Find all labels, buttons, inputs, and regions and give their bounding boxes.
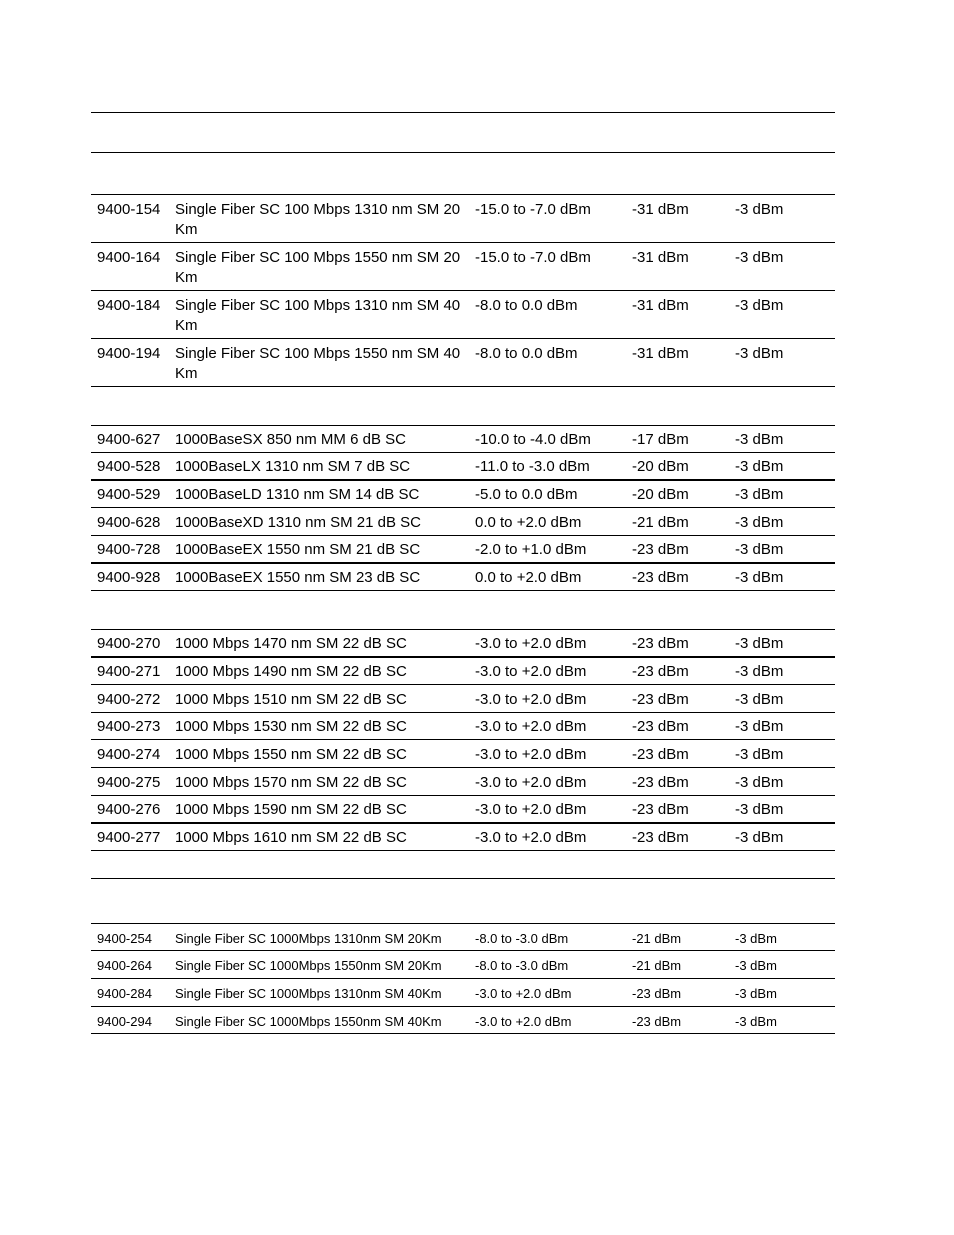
row-divider (91, 1006, 835, 1007)
rx-sensitivity: -31 dBm (632, 345, 689, 362)
description: Single Fiber SC 1000Mbps 1310nm SM 40Km (175, 986, 442, 1001)
rx-sensitivity: -21 dBm (632, 931, 682, 946)
description: 1000BaseEX 1550 nm SM 21 dB SC (175, 541, 421, 558)
rx-max: -3 dBm (735, 746, 784, 763)
header-rule (91, 152, 835, 153)
row-divider (91, 767, 835, 768)
part-number: 9400-264 (97, 958, 152, 973)
part-number: 9400-627 (97, 431, 161, 448)
part-number: 9400-270 (97, 635, 161, 652)
description: 1000BaseSX 850 nm MM 6 dB SC (175, 431, 406, 448)
row-divider (91, 590, 835, 591)
description: 1000 Mbps 1470 nm SM 22 dB SC (175, 635, 407, 652)
row-divider (91, 242, 835, 243)
rx-max: -3 dBm (735, 801, 784, 818)
spec-table (91, 0, 835, 1235)
rx-max: -3 dBm (735, 829, 784, 846)
rx-sensitivity: -23 dBm (632, 986, 682, 1001)
part-number: 9400-274 (97, 746, 161, 763)
part-number: 9400-277 (97, 829, 161, 846)
tx-power: -15.0 to -7.0 dBm (475, 249, 591, 266)
rx-sensitivity: -21 dBm (632, 514, 689, 531)
description: Single Fiber SC 1000Mbps 1550nm SM 20Km (175, 958, 442, 973)
tx-power: -11.0 to -3.0 dBm (475, 458, 590, 475)
rx-max: -3 dBm (735, 663, 784, 680)
tx-power: -15.0 to -7.0 dBm (475, 201, 591, 218)
rx-max: -3 dBm (735, 774, 784, 791)
row-divider (91, 290, 835, 291)
description: 1000 Mbps 1530 nm SM 22 dB SC (175, 718, 407, 735)
description: Single Fiber SC 100 Mbps 1550 nm SM 20 Km (175, 249, 461, 286)
description: 1000BaseEX 1550 nm SM 23 dB SC (175, 569, 421, 586)
rx-sensitivity: -31 dBm (632, 297, 689, 314)
section-rule (91, 923, 835, 924)
rx-sensitivity: -23 dBm (632, 829, 689, 846)
part-number: 9400-194 (97, 345, 161, 362)
tx-power: -5.0 to 0.0 dBm (475, 486, 578, 503)
row-divider (91, 507, 835, 508)
tx-power: -3.0 to +2.0 dBm (475, 801, 587, 818)
row-divider (91, 712, 835, 713)
part-number: 9400-273 (97, 718, 161, 735)
part-number: 9400-928 (97, 569, 161, 586)
row-divider (91, 850, 835, 851)
row-divider (91, 822, 835, 824)
row-divider (91, 978, 835, 979)
rx-max: -3 dBm (735, 249, 784, 266)
section-rule (91, 629, 835, 630)
rx-max: -3 dBm (735, 986, 777, 1001)
section-rule (91, 878, 835, 879)
row-divider (91, 452, 835, 453)
tx-power: -3.0 to +2.0 dBm (475, 1014, 572, 1029)
rx-sensitivity: -23 dBm (632, 1014, 682, 1029)
row-divider (91, 479, 835, 481)
tx-power: -3.0 to +2.0 dBm (475, 691, 587, 708)
rx-max: -3 dBm (735, 718, 784, 735)
tx-power: -3.0 to +2.0 dBm (475, 746, 587, 763)
rx-sensitivity: -23 dBm (632, 718, 689, 735)
row-divider (91, 338, 835, 339)
tx-power: -8.0 to -3.0 dBm (475, 958, 569, 973)
description: 1000 Mbps 1570 nm SM 22 dB SC (175, 774, 407, 791)
description: Single Fiber SC 1000Mbps 1550nm SM 40Km (175, 1014, 442, 1029)
rx-max: -3 dBm (735, 431, 784, 448)
rx-max: -3 dBm (735, 458, 784, 475)
part-number: 9400-271 (97, 663, 161, 680)
description: 1000BaseLD 1310 nm SM 14 dB SC (175, 486, 420, 503)
description: Single Fiber SC 1000Mbps 1310nm SM 20Km (175, 931, 442, 946)
description: 1000BaseLX 1310 nm SM 7 dB SC (175, 458, 411, 475)
rx-sensitivity: -23 dBm (632, 541, 689, 558)
part-number: 9400-164 (97, 249, 161, 266)
tx-power: 0.0 to +2.0 dBm (475, 514, 582, 531)
description: Single Fiber SC 100 Mbps 1550 nm SM 40 Km (175, 345, 461, 382)
description: 1000 Mbps 1590 nm SM 22 dB SC (175, 801, 407, 818)
row-divider (91, 535, 835, 536)
description: 1000 Mbps 1490 nm SM 22 dB SC (175, 663, 407, 680)
description: Single Fiber SC 100 Mbps 1310 nm SM 20 Km (175, 201, 461, 238)
description: 1000BaseXD 1310 nm SM 21 dB SC (175, 514, 421, 531)
rx-max: -3 dBm (735, 201, 784, 218)
row-divider (91, 739, 835, 740)
rx-max: -3 dBm (735, 635, 784, 652)
rx-max: -3 dBm (735, 514, 784, 531)
tx-power: -3.0 to +2.0 dBm (475, 829, 587, 846)
rx-sensitivity: -23 dBm (632, 774, 689, 791)
section-rule (91, 194, 835, 195)
rx-max: -3 dBm (735, 541, 784, 558)
part-number: 9400-529 (97, 486, 161, 503)
part-number: 9400-184 (97, 297, 161, 314)
description: Single Fiber SC 100 Mbps 1310 nm SM 40 Km (175, 297, 461, 334)
rx-sensitivity: -20 dBm (632, 458, 689, 475)
rx-max: -3 dBm (735, 569, 784, 586)
tx-power: 0.0 to +2.0 dBm (475, 569, 582, 586)
tx-power: -10.0 to -4.0 dBm (475, 431, 591, 448)
rx-max: -3 dBm (735, 931, 777, 946)
rx-max: -3 dBm (735, 1014, 777, 1029)
tx-power: -8.0 to 0.0 dBm (475, 297, 578, 314)
rx-sensitivity: -21 dBm (632, 958, 682, 973)
table-top-rule (91, 112, 835, 113)
row-divider (91, 656, 835, 658)
tx-power: -3.0 to +2.0 dBm (475, 635, 587, 652)
rx-sensitivity: -23 dBm (632, 746, 689, 763)
description: 1000 Mbps 1610 nm SM 22 dB SC (175, 829, 407, 846)
row-divider (91, 950, 835, 951)
description: 1000 Mbps 1510 nm SM 22 dB SC (175, 691, 407, 708)
tx-power: -3.0 to +2.0 dBm (475, 774, 587, 791)
rx-max: -3 dBm (735, 486, 784, 503)
rx-sensitivity: -23 dBm (632, 635, 689, 652)
rx-max: -3 dBm (735, 691, 784, 708)
row-divider (91, 684, 835, 685)
rx-sensitivity: -31 dBm (632, 201, 689, 218)
rx-sensitivity: -23 dBm (632, 801, 689, 818)
rx-sensitivity: -23 dBm (632, 569, 689, 586)
rx-sensitivity: -17 dBm (632, 431, 689, 448)
part-number: 9400-254 (97, 931, 152, 946)
rx-sensitivity: -23 dBm (632, 691, 689, 708)
row-divider (91, 562, 835, 564)
rx-sensitivity: -31 dBm (632, 249, 689, 266)
table-bottom-rule (91, 1033, 835, 1034)
row-divider (91, 795, 835, 796)
row-divider (91, 386, 835, 387)
rx-max: -3 dBm (735, 297, 784, 314)
part-number: 9400-628 (97, 514, 161, 531)
tx-power: -8.0 to 0.0 dBm (475, 345, 578, 362)
rx-sensitivity: -23 dBm (632, 663, 689, 680)
rx-max: -3 dBm (735, 958, 777, 973)
tx-power: -3.0 to +2.0 dBm (475, 986, 572, 1001)
section-rule (91, 425, 835, 426)
tx-power: -3.0 to +2.0 dBm (475, 663, 587, 680)
tx-power: -3.0 to +2.0 dBm (475, 718, 587, 735)
part-number: 9400-728 (97, 541, 161, 558)
tx-power: -8.0 to -3.0 dBm (475, 931, 569, 946)
tx-power: -2.0 to +1.0 dBm (475, 541, 587, 558)
part-number: 9400-284 (97, 986, 152, 1001)
rx-max: -3 dBm (735, 345, 784, 362)
rx-sensitivity: -20 dBm (632, 486, 689, 503)
part-number: 9400-528 (97, 458, 161, 475)
part-number: 9400-294 (97, 1014, 152, 1029)
part-number: 9400-276 (97, 801, 161, 818)
description: 1000 Mbps 1550 nm SM 22 dB SC (175, 746, 407, 763)
part-number: 9400-275 (97, 774, 161, 791)
part-number: 9400-272 (97, 691, 161, 708)
part-number: 9400-154 (97, 201, 161, 218)
